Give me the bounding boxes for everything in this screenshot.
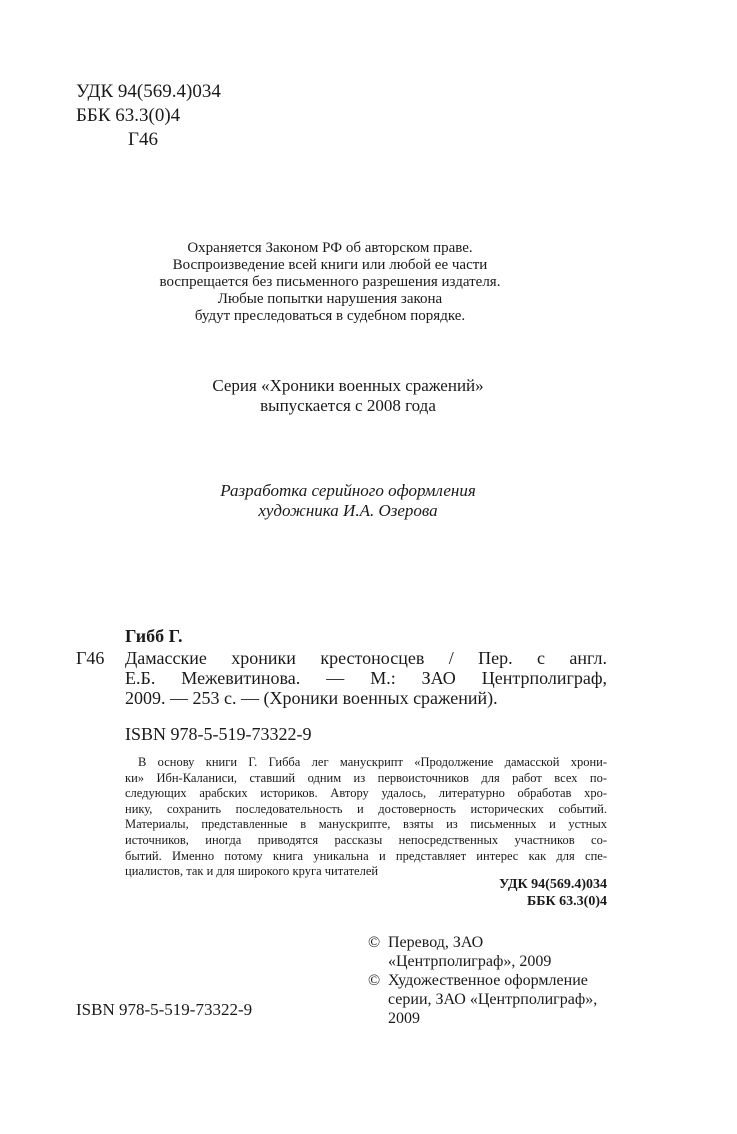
copyright-notice — [0, 240, 660, 325]
translation-credit-line: «Центрполиграф», 2009 — [388, 953, 552, 970]
copyright-notice-line: будут преследоваться в судебном порядке. — [194, 308, 466, 324]
annotation-line: нику, сохранить последовательность и достоверность исторических событий. — [125, 801, 607, 816]
series-name: Серия «Хроники военных сражений» — [212, 376, 484, 395]
bib-catalog-code: Г46 — [76, 648, 105, 668]
copyright-symbol: © — [368, 934, 381, 951]
annotation-line: В основу книги Г. Гибба лег манускрипт «Продолжение дамасской хрони- — [138, 755, 607, 769]
design-credit-line: Художественное оформление — [388, 972, 588, 989]
copyright-notice-line: Воспроизведение всей книги или любой ее части — [172, 257, 488, 273]
design-credit-line: 2009 — [388, 1010, 420, 1027]
design-credit — [0, 481, 696, 521]
classification-udk: УДК 94(569.4)034 — [499, 877, 607, 892]
design-credit-line: серии, ЗАО «Центрполиграф», — [388, 991, 598, 1008]
footer-isbn: ISBN 978-5-519-73322-9 — [76, 1000, 253, 1019]
header-bbk: ББК 63.3(0)4 — [76, 105, 181, 126]
annotation-line: бытий. Именно потому книга уникальна и представляет интерес как для спе- — [125, 848, 607, 863]
annotation-line: Материалы, представленные в манускрипте, взяты из письменных и устных — [125, 817, 607, 832]
translation-credit — [368, 933, 597, 971]
design-credit-line: художника И.А. Озерова — [258, 501, 438, 520]
copyright-symbol: © — [368, 972, 381, 989]
bib-description-line: Дамасские хроники крестоносцев / Пер. с англ. — [125, 648, 607, 668]
bib-author: Гибб Г. — [125, 626, 183, 646]
annotation-line: циалистов, так и для широкого круга читателей — [125, 864, 379, 879]
annotation — [125, 755, 607, 880]
copyright-notice-line: Любые попытки нарушения закона — [217, 291, 443, 307]
classification-bbk: ББК 63.3(0)4 — [527, 894, 607, 909]
annotation-line: следующих арабских историков. Автору удалось, литературно обработав хро- — [125, 786, 607, 801]
annotation-line: ки» Ибн-Каланиси, ставший одним из первоисточников для работ всех по- — [125, 770, 607, 785]
copyright-notice-line: воспрещается без письменного разрешения издателя. — [159, 274, 501, 290]
copyright-notice-line: Охраняется Законом РФ об авторском праве. — [187, 240, 473, 256]
bib-description — [125, 648, 607, 708]
bib-description-line: Е.Б. Межевитинова. — М.: ЗАО Центрполиграф, — [125, 668, 607, 688]
classification-codes — [425, 876, 607, 910]
header-author-mark: Г46 — [128, 129, 158, 150]
series-since: выпускается с 2008 года — [260, 396, 436, 415]
design-copyright-credit — [368, 971, 597, 1028]
bib-description-line: 2009. — 253 с. — (Хроники военных сражений). — [125, 688, 498, 708]
header-udk: УДК 94(569.4)034 — [76, 81, 221, 102]
translation-credit-line: Перевод, ЗАО — [388, 934, 484, 951]
bib-isbn: ISBN 978-5-519-73322-9 — [125, 724, 312, 744]
series-info — [0, 376, 696, 416]
copyright-credits — [368, 933, 597, 1028]
header-classification-codes — [76, 80, 221, 152]
annotation-line: источников, иногда приводятся рассказы непосредственных участников со- — [125, 832, 607, 847]
design-credit-line: Разработка серийного оформления — [220, 481, 476, 500]
